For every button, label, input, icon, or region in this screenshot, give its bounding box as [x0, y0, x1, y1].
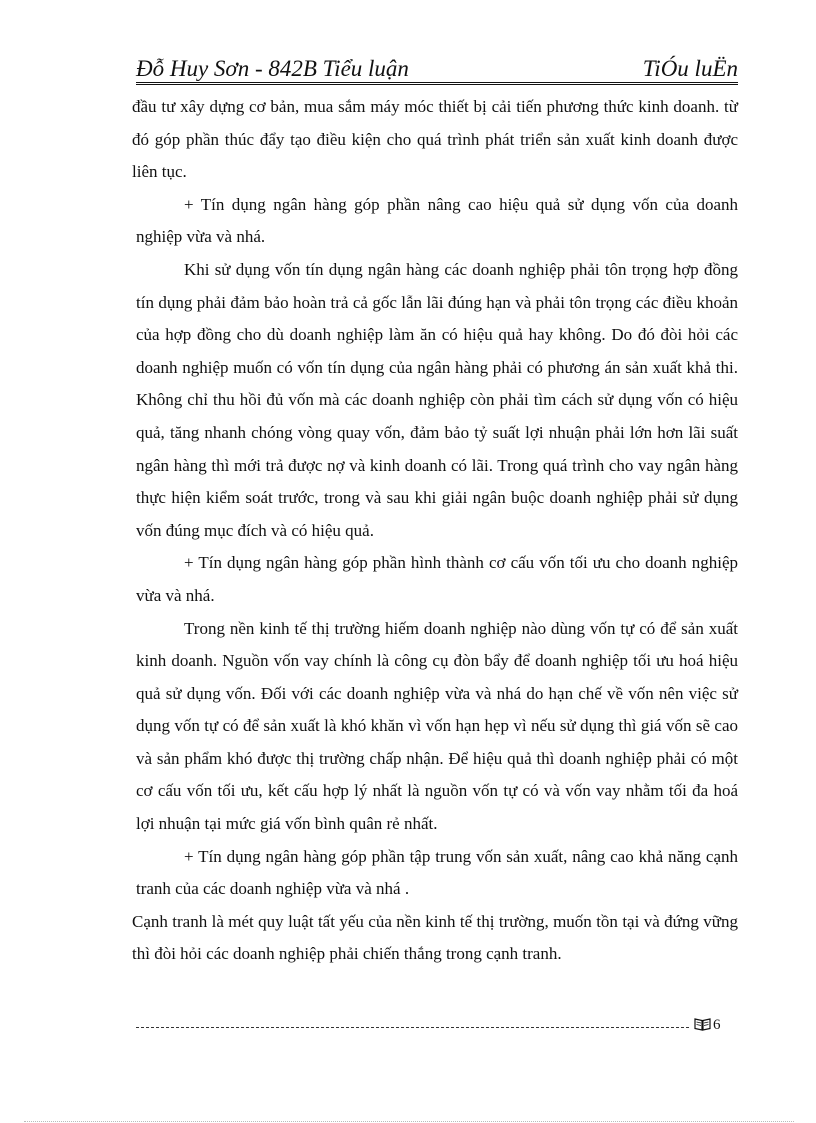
footer-dotted-line: [136, 1027, 689, 1028]
page-footer: [136, 1016, 738, 1036]
page-header: [136, 52, 738, 88]
header-double-rule: [136, 82, 738, 88]
paragraph-bullet-efficiency: + Tín dụng ngân hàng góp phần nâng cao hiệu quả sử dụng vốn của doanh nghiệp vừa và nhá.: [136, 194, 738, 247]
paragraph-market-economy: Trong nền kinh tế thị trường hiếm doanh nghiệp nào dùng vốn tự có để sản xuất kinh doanh. Nguồn vốn vay chính là công cụ đòn bẩy để doanh nghiệp tối ưu hoá hiệu quả sử dụng vốn. Đối với các doanh nghiệp vừa và nhá do hạn chế về vốn nên việc sử dụng vốn tự có để sản xuất là khó khăn vì vốn hạn hẹp vì nếu sử dụng thì giá vốn sẽ cao và sản phẩm khó được thị trường chấp nhận. Để hiệu quả thì doanh nghiệp phải có một cơ cấu vốn tối ưu, kết cấu hợp lý nhất là nguồn vốn tự có và vốn vay nhằm tối đa hoá lợi nhuận tại mức giá vốn bình quân rẻ nhất.: [136, 618, 738, 834]
paragraph-continuation: đầu tư xây dựng cơ bản, mua sắm máy móc thiết bị cải tiến phương thức kinh doanh. từ đó góp phần thúc đẩy tạo điều kiện cho quá trình phát triển sản xuất kinh doanh được liên tục.: [132, 97, 738, 182]
header-author-title: Đỗ Huy Sơn - 842B Tiểu luận: [136, 56, 409, 81]
paragraph-competition: Cạnh tranh là mét quy luật tất yếu của nền kinh tế thị trường, muốn tồn tại và đứng vững thì đòi hỏi các doanh nghiệp phải chiến thắng trong cạnh tranh.: [132, 911, 738, 964]
paragraph-credit-usage: Khi sử dụng vốn tín dụng ngân hàng các doanh nghiệp phải tôn trọng hợp đồng tín dụng phải đảm bảo hoàn trả cả gốc lẫn lãi đúng hạn và phải tôn trọng các điều khoản của hợp đồng cho dù doanh nghiệp làm ăn có hiệu quả hay không. Do đó đòi hỏi các doanh nghiệp muốn có vốn tín dụng của ngân hàng phải có phương án sản xuất khả thi. Không chỉ thu hồi đủ vốn mà các doanh nghiệp còn phải tìm cách sử dụng vốn có hiệu quả, tăng nhanh chóng vòng quay vốn, đảm bảo tỷ suất lợi nhuận phải lớn hơn lãi suất ngân hàng thì mới trả được nợ và kinh doanh có lãi. Trong quá trình cho vay ngân hàng thực hiện kiểm soát trước, trong và sau khi giải ngân buộc doanh nghiệp phải sử dụng vốn đúng mục đích và có hiệu quả.: [136, 259, 738, 540]
page-bottom-dotted-border: [24, 1121, 794, 1122]
body-text: [132, 91, 738, 971]
page-number: 6: [713, 1017, 721, 1033]
header-document-type: TiÓu luËn: [642, 56, 738, 81]
paragraph-bullet-competition: + Tín dụng ngân hàng góp phần tập trung vốn sản xuất, nâng cao khả năng cạnh tranh của các doanh nghiệp vừa và nhá .: [136, 846, 738, 899]
paragraph-bullet-capital-structure: + Tín dụng ngân hàng góp phần hình thành cơ cấu vốn tối ưu cho doanh nghiệp vừa và nhá.: [136, 553, 738, 605]
open-book-icon: [694, 1017, 711, 1031]
